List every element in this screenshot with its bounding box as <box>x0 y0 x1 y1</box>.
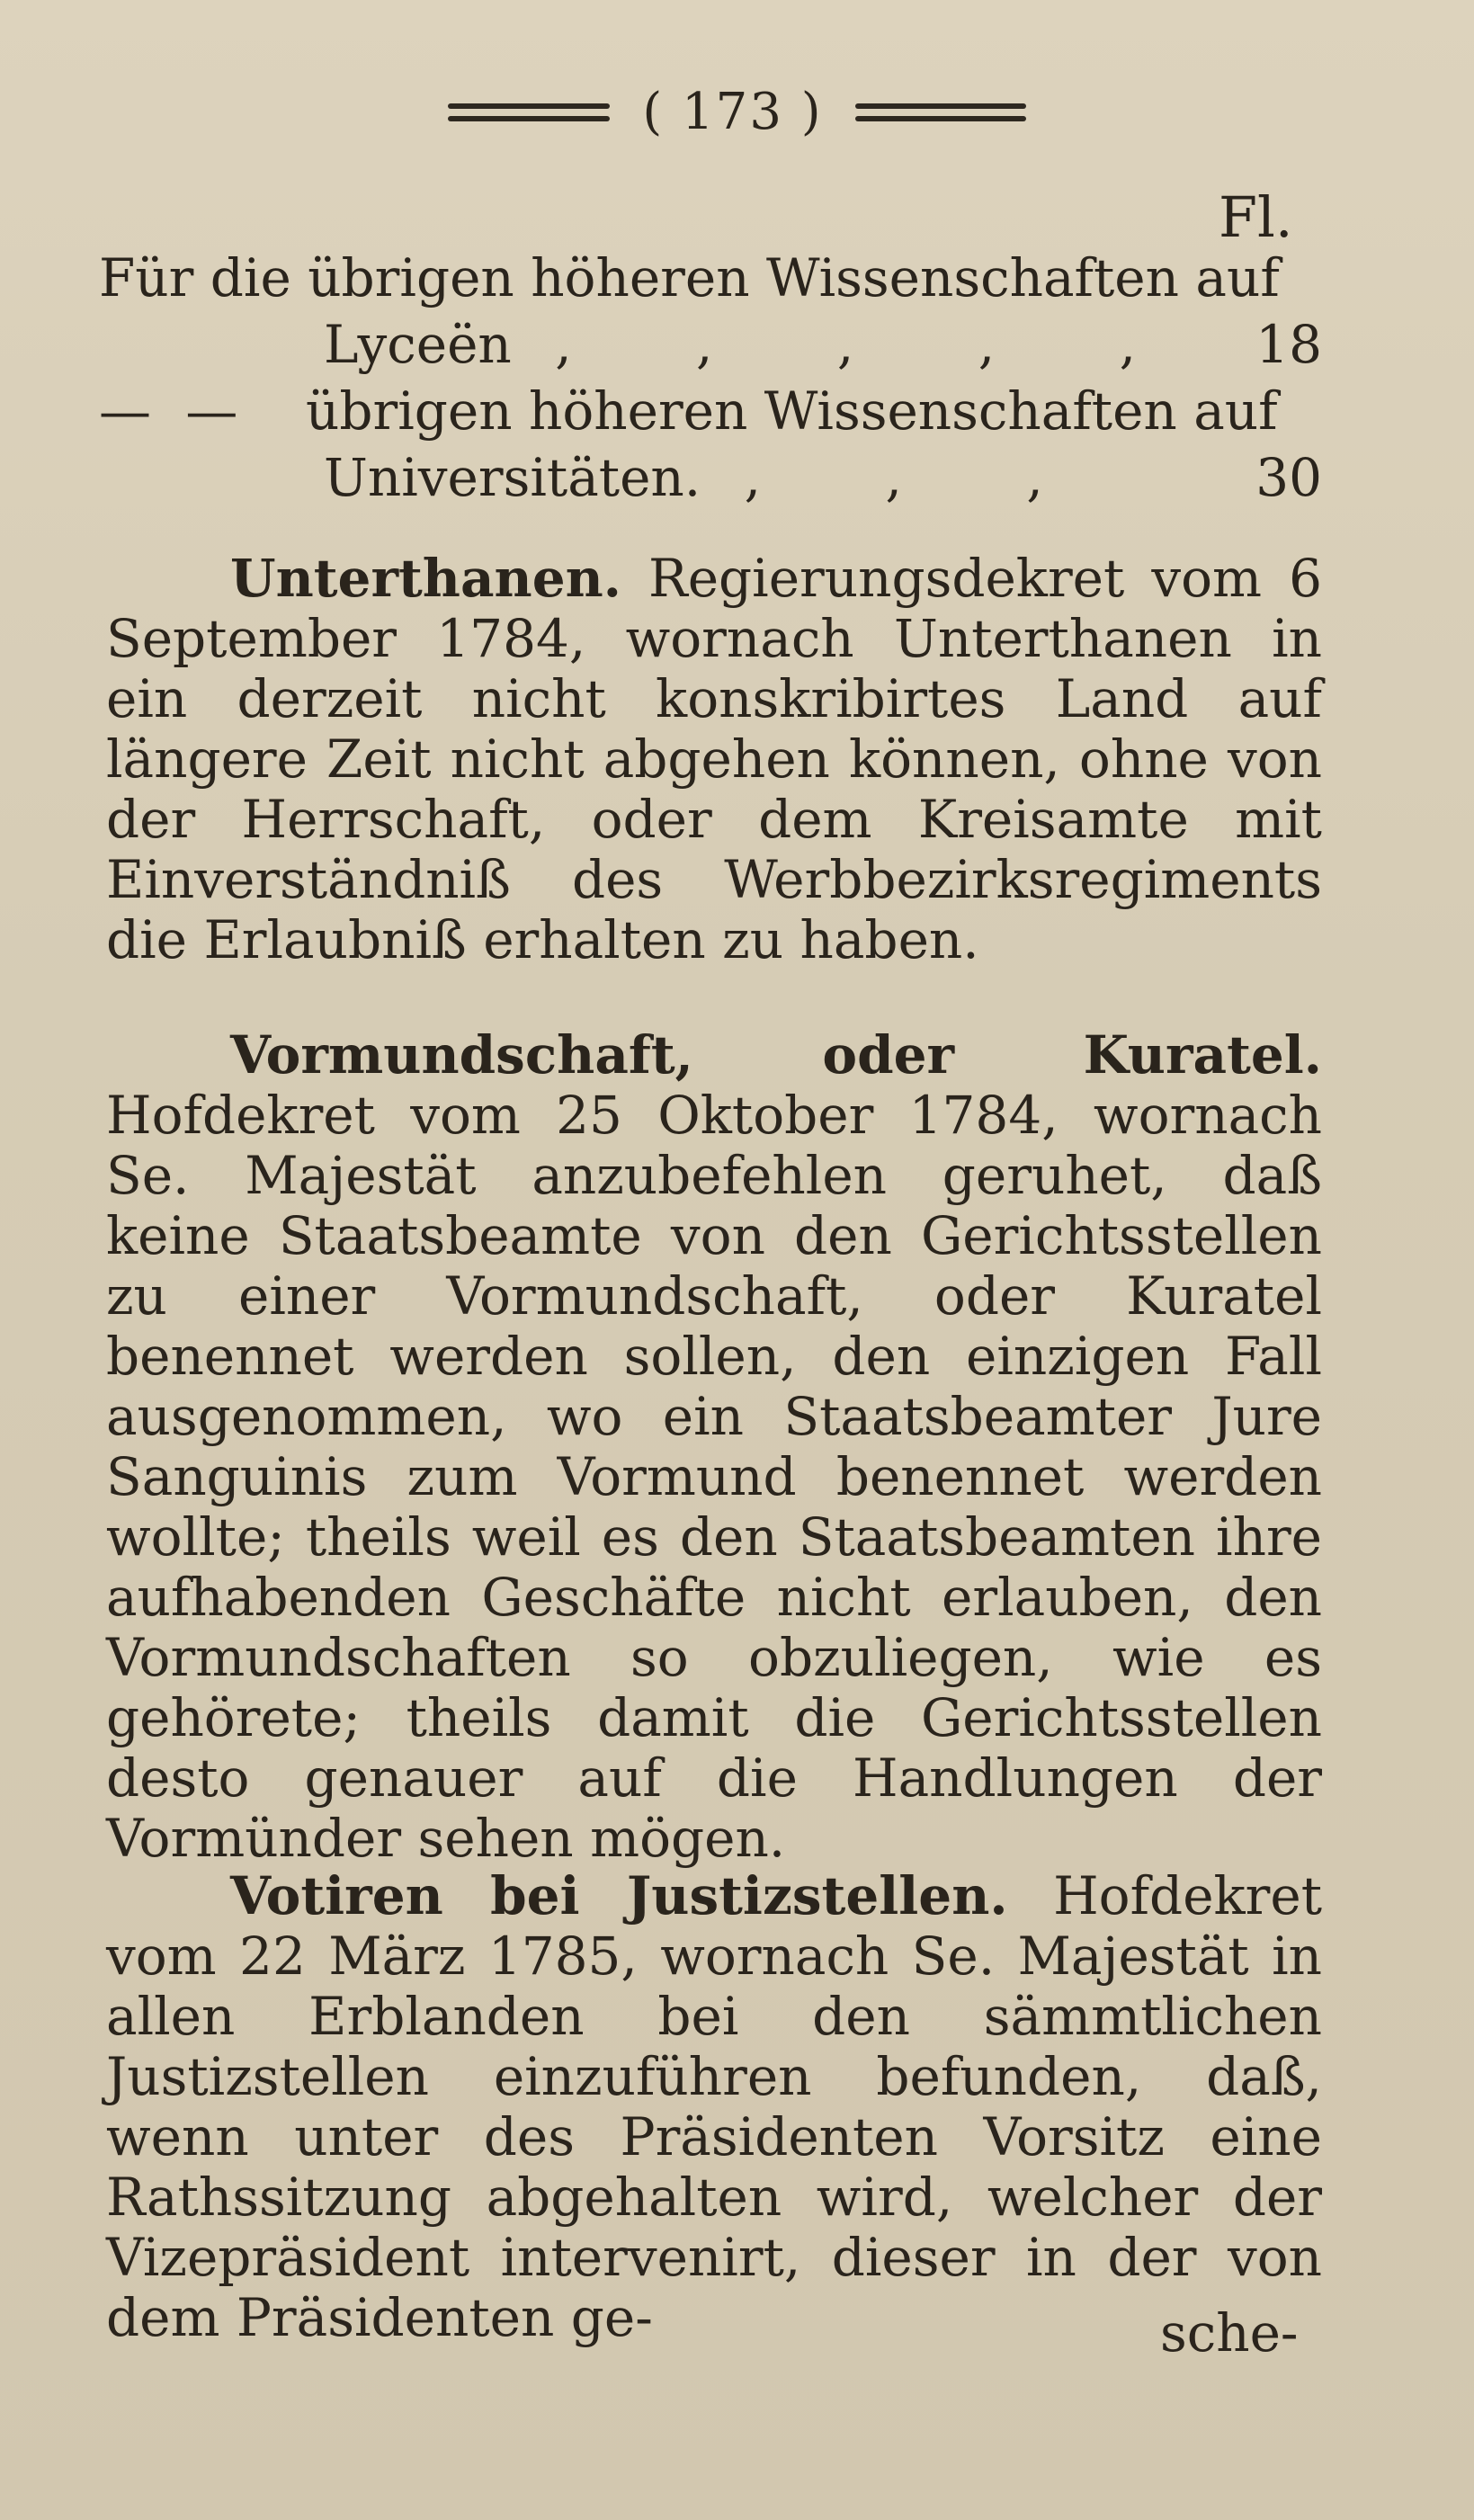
currency-column-label: Fl. <box>1219 184 1293 250</box>
row-leader: , , , , , <box>555 314 1191 375</box>
catchword: sche- <box>1160 2302 1299 2364</box>
paragraph-heading: Votiren bei Justizstellen. <box>230 1865 1008 1926</box>
paragraph-vormundschaft <box>106 1025 1322 1869</box>
table-row <box>99 311 1322 378</box>
table-row <box>99 444 1322 511</box>
paragraph-body: Hofdekret vom 25 Oktober 1784, wornach Se. Majestät anzubefehlen geruhet, daß keine Staatsbeamte von den Gerichtsstellen zu einer Vormundschaft, oder Kuratel benennet werden sollen, den einzigen Fall ausgenommen, wo ein Staatsbeamter Jure Sanguinis zum Vormund benennet werden wollte; theils weil es den Staatsbeamten ihre aufhabenden Geschäfte nicht erlauben, den Vormundschaften so obzuliegen, wie es gehörete; theils damit die Gerichtsstellen desto genauer auf die Handlungen der Vormünder sehen mögen. <box>106 1085 1322 1869</box>
row-leader: , , , <box>744 447 1097 508</box>
row-value: 18 <box>1255 314 1322 375</box>
paragraph-body: Hofdekret vom 22 März 1785, wornach Se. Majestät in allen Erblanden bei den sämmtlichen Justizstellen einzuführen befunden, daß, wenn unter des Präsidenten Vorsitz eine Rathssitzung abgehalten wird, welcher der Vizepräsident intervenirt, dieser in der von dem Präsidenten ge- <box>106 1865 1323 2348</box>
table-row <box>99 378 1322 444</box>
row-value: 30 <box>1255 447 1322 508</box>
row-text: Universitäten. <box>324 447 701 508</box>
row-lead: — — <box>99 380 247 442</box>
paragraph-votiren <box>106 1866 1322 2348</box>
header-rule-left <box>448 103 610 121</box>
paragraph-body: Regierungsdekret vom 6 September 1784, wornach Unterthanen in ein derzeit nicht konskribirtes Land auf längere Zeit nicht abgehen können, ohne von der Herrschaft, oder dem Kreisamte mit Einverständniß des Werbbezirksregiments die Erlaubniß erhalten zu haben. <box>106 548 1322 970</box>
page-number: ( 173 ) <box>642 83 823 141</box>
page-header <box>0 83 1474 141</box>
fee-table <box>99 245 1322 511</box>
header-rule-right <box>855 103 1026 121</box>
row-text: übrigen höheren Wissenschaften auf <box>306 380 1278 442</box>
row-text: Für die übrigen höheren Wissenschaften auf <box>99 247 1280 308</box>
row-text: Lyceën <box>324 314 512 375</box>
paragraph-unterthanen <box>106 549 1322 970</box>
table-row <box>99 245 1322 311</box>
paragraph-heading: Vormundschaft, oder Kuratel. <box>230 1024 1322 1086</box>
paragraph-heading: Unterthanen. <box>230 548 621 609</box>
